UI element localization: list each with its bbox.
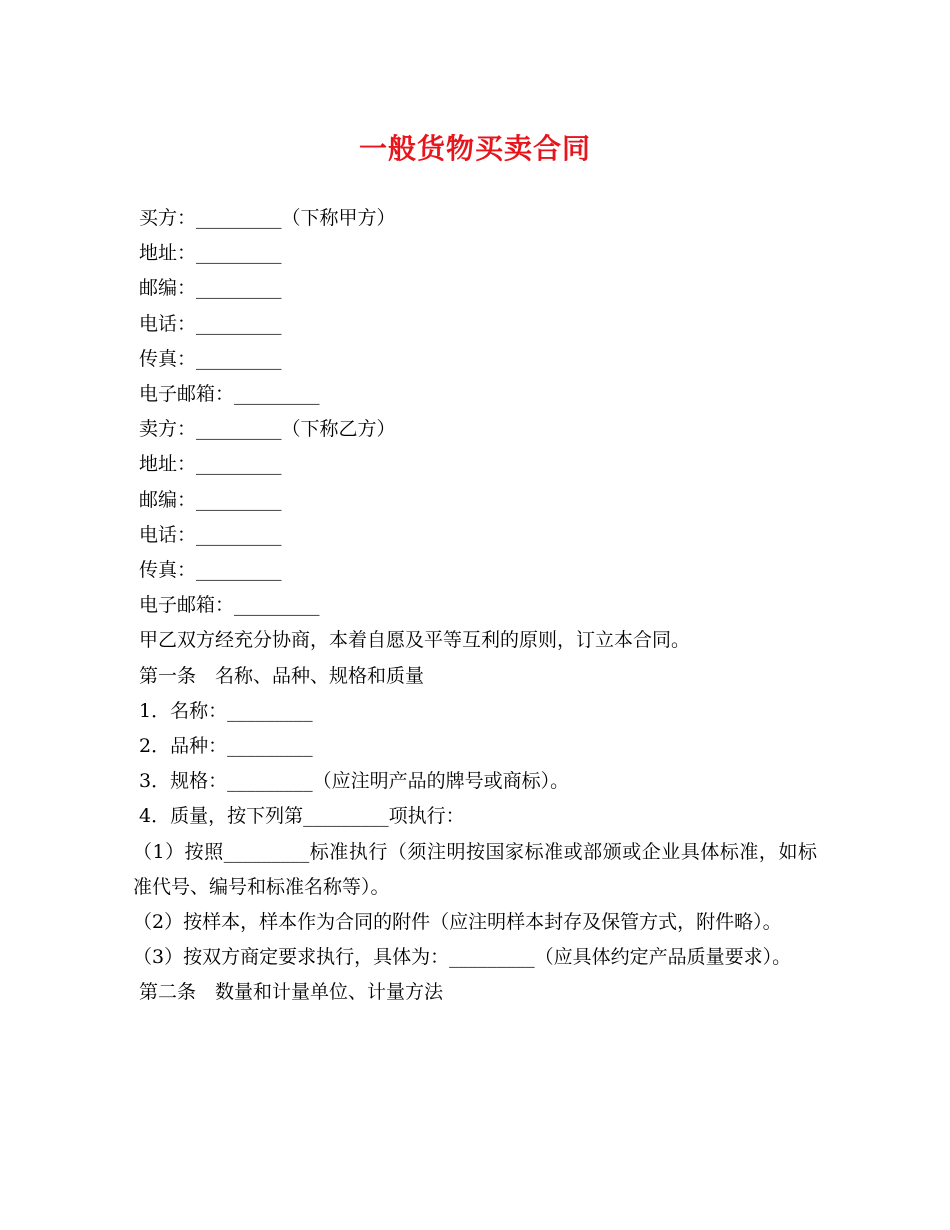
document-title: 一般货物买卖合同 (358, 132, 591, 165)
article1-item-variety: 2．品种：_________ (139, 735, 313, 758)
seller-email-line: 电子邮箱：_________ (139, 594, 320, 617)
quality-option-2: （2）按样本，样本作为合同的附件（应注明样本封存及保管方式，附件略）。 (133, 911, 782, 934)
buyer-fax-line: 传真：_________ (139, 347, 282, 370)
buyer-party-line: 买方：_________（下称甲方） (139, 207, 396, 229)
article2-heading: 第二条 数量和计量单位、计量方法 (139, 981, 444, 1004)
article1-item-quality: 4．质量，按下列第_________项执行： (139, 805, 465, 828)
buyer-address-line: 地址：_________ (139, 242, 282, 265)
quality-option-3: （3）按双方商定要求执行，具体为：_________（应具体约定产品质量要求）。 (133, 946, 792, 969)
seller-party-line: 卖方：_________（下称乙方） (139, 418, 396, 441)
contract-body (133, 201, 817, 1011)
seller-address-line: 地址：_________ (139, 453, 282, 476)
seller-phone-line: 电话：_________ (139, 523, 282, 546)
buyer-postcode-line: 邮编：_________ (139, 277, 282, 300)
article1-item-name: 1．名称：_________ (139, 699, 313, 722)
buyer-email-line: 电子邮箱：_________ (139, 383, 320, 406)
seller-fax-line: 传真：_________ (139, 559, 282, 582)
buyer-phone-line: 电话：_________ (139, 312, 282, 335)
article1-item-spec: 3．规格：_________（应注明产品的牌号或商标）。 (139, 770, 570, 793)
quality-option-1: （1）按照_________标准执行（须注明按国家标准或部颁或企业具体标准，如标准代号、编号和标准名称等）。 (133, 840, 817, 898)
seller-postcode-line: 邮编：_________ (139, 488, 282, 511)
preamble: 甲乙双方经充分协商，本着自愿及平等互利的原则，订立本合同。 (139, 629, 691, 652)
article1-heading: 第一条 名称、品种、规格和质量 (139, 664, 425, 687)
